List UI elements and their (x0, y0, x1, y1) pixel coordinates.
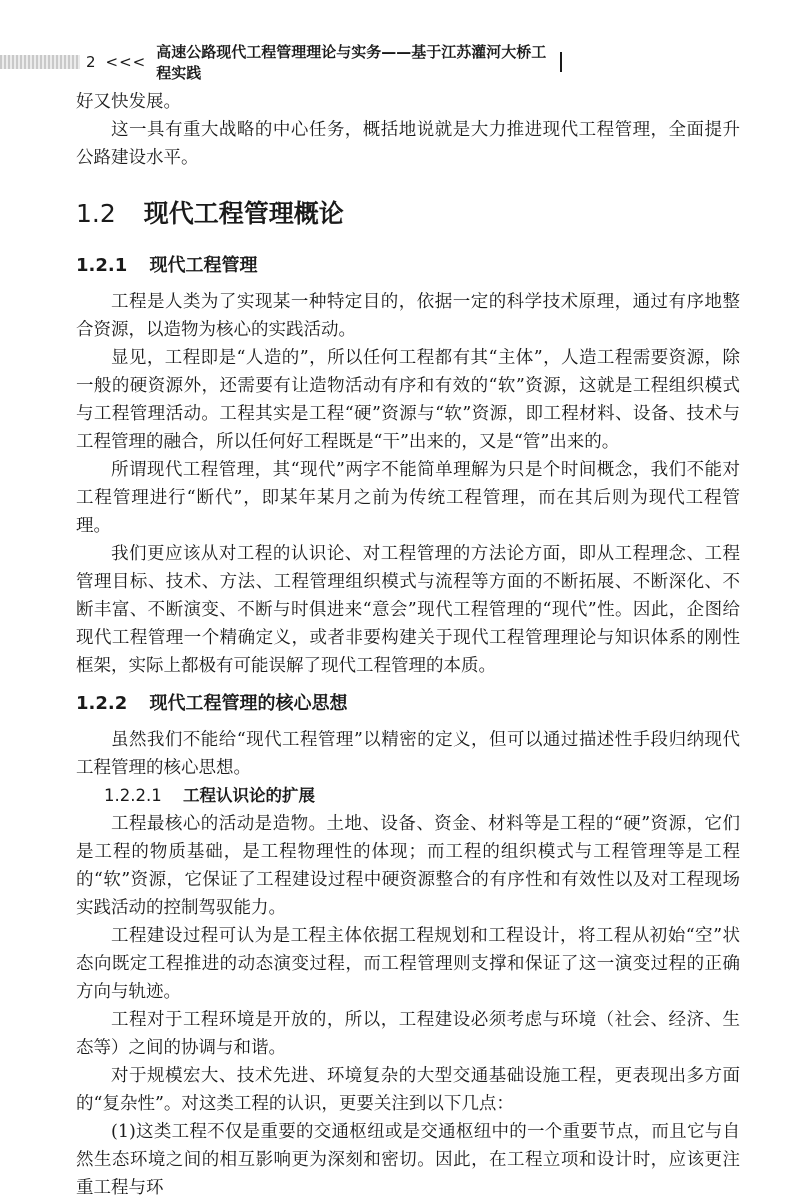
subsection-number: 1.2.2 (76, 693, 128, 714)
section-number: 1.2 (76, 199, 116, 228)
paragraph: 我们更应该从对工程的认识论、对工程管理的方法论方面，即从工程理念、工程管理目标、技术、方法、工程管理组织模式与流程等方面的不断拓展、不断深化、不断丰富、不断演变、不断与时俱进来“意会”现代工程管理的“现代”性。因此，企图给现代工程管理一个精确定义，或者非要构建关于现代工程管理理论与知识体系的刚性框架，实际上都极有可能误解了现代工程管理的本质。 (76, 544, 740, 676)
subsection-number: 1.2.1 (76, 255, 128, 276)
paragraph: 工程最核心的活动是造物。土地、设备、资金、材料等是工程的“硬”资源，它们是工程的物质基础，是工程物理性的体现；而工程的组织模式与工程管理等是工程的“软”资源，它保证了工程建设过程中硬资源整合的有序性和有效性以及对工程现场实践活动的控制驾驭能力。 (76, 814, 740, 918)
subsubsection-title: 工程认识论的扩展 (182, 786, 315, 805)
subsection-heading-1-2-2 (76, 688, 740, 720)
section-heading-1-2 (76, 186, 740, 242)
paragraph: 工程对于工程环境是开放的，所以，工程建设必须考虑与环境（社会、经济、生态等）之间的协调与和谐。 (76, 1010, 740, 1058)
paragraph: 工程是人类为了实现某一种特定目的，依据一定的科学技术原理，通过有序地整合资源，以造物为核心的实践活动。 (76, 292, 740, 340)
subsubsection-heading-1-2-2-1 (104, 782, 740, 810)
paragraph-continuation: 好又快发展。 (76, 92, 181, 112)
paragraph: 虽然我们不能给“现代工程管理”以精密的定义，但可以通过描述性手段归纳现代工程管理的核心思想。 (76, 730, 740, 778)
running-title: 高速公路现代工程管理理论与实务——基于江苏灌河大桥工程实践 (156, 43, 547, 82)
running-header (86, 43, 562, 82)
paragraph: 显见，工程即是“人造的”，所以任何工程都有其“主体”，人造工程需要资源，除一般的硬资源外，还需要有让造物活动有序和有效的“软”资源，这就是工程组织模式与工程管理活动。工程其实是工程“硬”资源与“软”资源，即工程材料、设备、技术与工程管理的融合，所以任何好工程既是“干”出来的，又是“管”出来的。 (76, 348, 740, 452)
body-text (76, 88, 740, 1202)
header-arrows: <<< (105, 53, 147, 71)
header-rule (560, 52, 562, 72)
header-decorative-band (0, 55, 80, 69)
paragraph: 工程建设过程可认为是工程主体依据工程规划和工程设计，将工程从初始“空”状态向既定工程推进的动态演变过程，而工程管理则支撑和保证了这一演变过程的正确方向与轨迹。 (76, 926, 740, 1002)
subsection-title: 现代工程管理的核心思想 (149, 693, 348, 714)
paragraph: 对于规模宏大、技术先进、环境复杂的大型交通基础设施工程，更表现出多方面的“复杂性”。对这类工程的认识，更要关注到以下几点： (76, 1066, 740, 1114)
section-title: 现代工程管理概论 (143, 199, 344, 228)
subsubsection-number: 1.2.2.1 (104, 786, 162, 805)
paragraph-intro: 这一具有重大战略的中心任务，概括地说就是大力推进现代工程管理，全面提升公路建设水平。 (76, 120, 740, 168)
subsection-heading-1-2-1 (76, 250, 740, 282)
paragraph: 所谓现代工程管理，其“现代”两字不能简单理解为只是个时间概念，我们不能对工程管理进行“断代”，即某年某月之前为传统工程管理，而在其后则为现代工程管理。 (76, 460, 740, 536)
subsection-title: 现代工程管理 (149, 255, 258, 276)
paragraph: (1)这类工程不仅是重要的交通枢纽或是交通枢纽中的一个重要节点，而且它与自然生态环境之间的相互影响更为深刻和密切。因此，在工程立项和设计时，应该更注重工程与环 (76, 1122, 740, 1198)
page-number: 2 (86, 53, 96, 71)
